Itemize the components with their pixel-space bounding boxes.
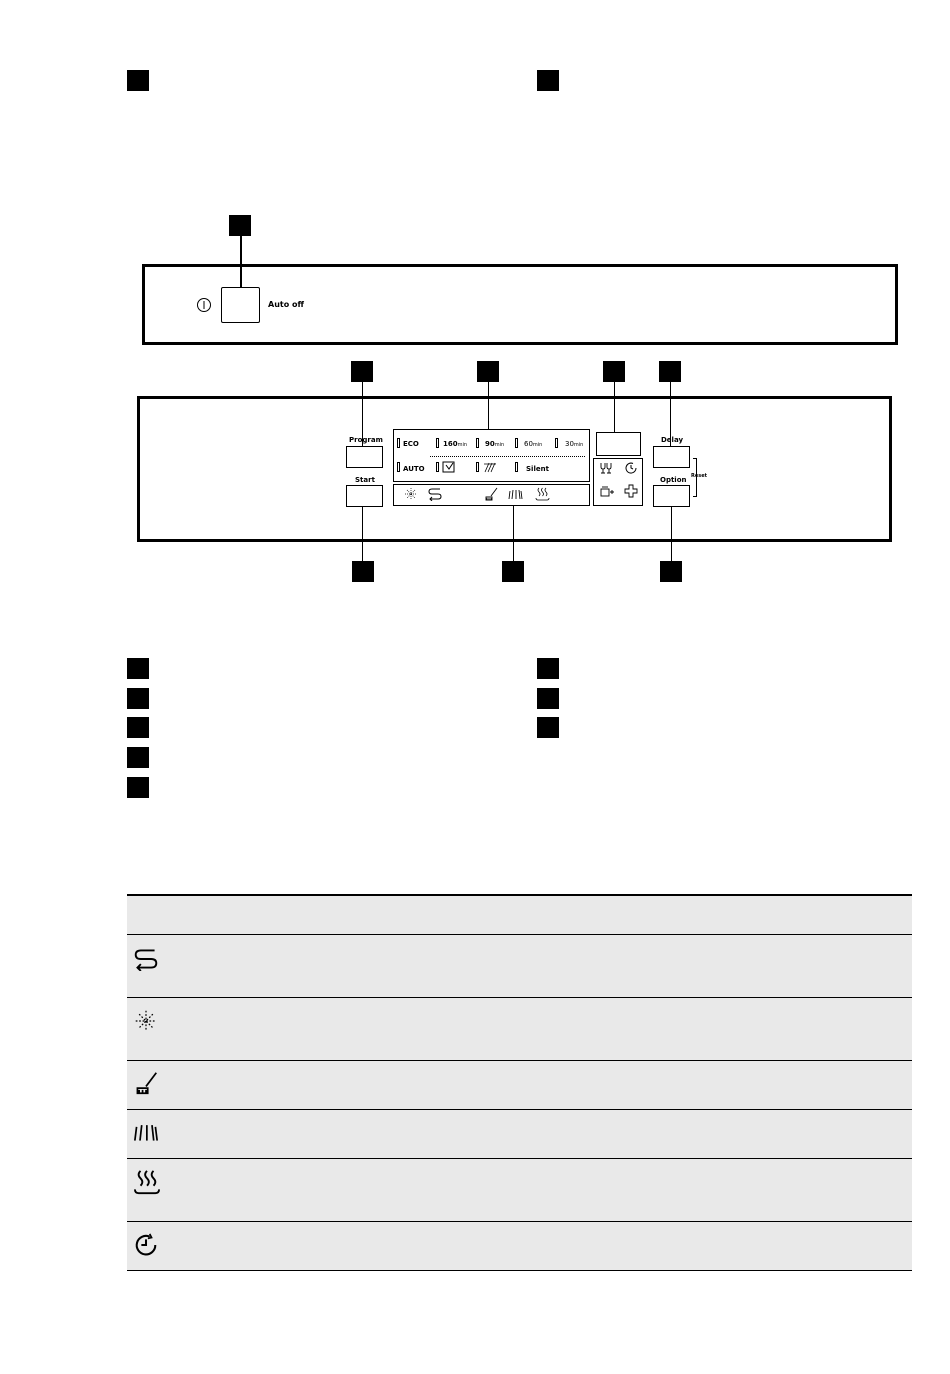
legend-marker (127, 777, 149, 798)
table-header (127, 894, 912, 934)
table-row (127, 934, 912, 997)
program-indicator (436, 438, 439, 448)
extra-dry-icon (599, 485, 615, 498)
glass-care-icon[interactable] (442, 461, 456, 474)
callout-marker (502, 561, 524, 582)
legend-marker (537, 717, 559, 738)
table-row (127, 1221, 912, 1271)
program-indicator (555, 438, 558, 448)
program-indicator (476, 438, 479, 448)
glasses-icon (599, 462, 612, 475)
callout-marker (352, 561, 374, 582)
rinse-icon[interactable] (483, 461, 497, 473)
display-divider (430, 456, 585, 457)
start-button[interactable] (346, 485, 383, 507)
auto-off-label: Auto off (268, 300, 304, 309)
program-silent[interactable]: Silent (526, 465, 549, 473)
delay-icon (133, 1232, 159, 1258)
legend-marker (127, 658, 149, 679)
legend-marker (537, 688, 559, 709)
machine-care-icon (134, 1071, 158, 1095)
power-icon (196, 297, 212, 313)
legend-marker (537, 658, 559, 679)
delay-label: Delay (661, 436, 684, 444)
callout-marker (477, 361, 499, 382)
drying-phase-icon (133, 1169, 161, 1195)
program-30[interactable]: 30min (565, 440, 584, 448)
rinse-aid-icon (134, 947, 158, 971)
washing-phase-icon (508, 487, 523, 501)
salt-icon (134, 1009, 158, 1033)
salt-icon (404, 487, 418, 501)
option-label: Option (660, 476, 687, 484)
machine-care-icon (484, 487, 498, 501)
program-90[interactable]: 90min (485, 440, 505, 448)
program-indicator (397, 438, 400, 448)
program-indicator (476, 462, 479, 472)
program-indicator (397, 462, 400, 472)
callout-marker (229, 215, 251, 236)
callout-marker (351, 361, 373, 382)
delay-button[interactable] (653, 446, 690, 468)
drying-phase-icon (535, 487, 550, 501)
extra-hygiene-icon (624, 484, 638, 498)
callout-marker (659, 361, 681, 382)
legend-marker (127, 747, 149, 768)
table-row (127, 1109, 912, 1158)
legend-marker (127, 688, 149, 709)
program-60[interactable]: 60min (524, 440, 543, 448)
start-label: Start (355, 476, 375, 484)
callout-marker (603, 361, 625, 382)
on-off-button[interactable] (221, 287, 260, 323)
callout-marker (127, 70, 149, 91)
rinse-aid-icon (428, 487, 442, 501)
program-indicator (515, 438, 518, 448)
program-label: Program (349, 436, 383, 444)
table-row (127, 1060, 912, 1109)
program-indicator (515, 462, 518, 472)
program-auto[interactable]: AUTO (403, 465, 425, 473)
callout-line (362, 507, 363, 561)
callout-marker (660, 561, 682, 582)
option-button[interactable] (653, 485, 690, 507)
callout-line (671, 507, 672, 561)
program-button[interactable] (346, 446, 383, 468)
reset-label: Reset (691, 473, 707, 479)
program-indicator (436, 462, 439, 472)
time-display (596, 432, 641, 456)
washing-phase-icon (133, 1120, 159, 1144)
table-row (127, 997, 912, 1060)
program-eco[interactable]: ECO (403, 440, 419, 448)
program-160[interactable]: 160min (443, 440, 468, 448)
table-row (127, 1158, 912, 1221)
legend-marker (127, 717, 149, 738)
timesaver-icon (624, 461, 638, 475)
callout-line (513, 506, 514, 561)
callout-marker (537, 70, 559, 91)
